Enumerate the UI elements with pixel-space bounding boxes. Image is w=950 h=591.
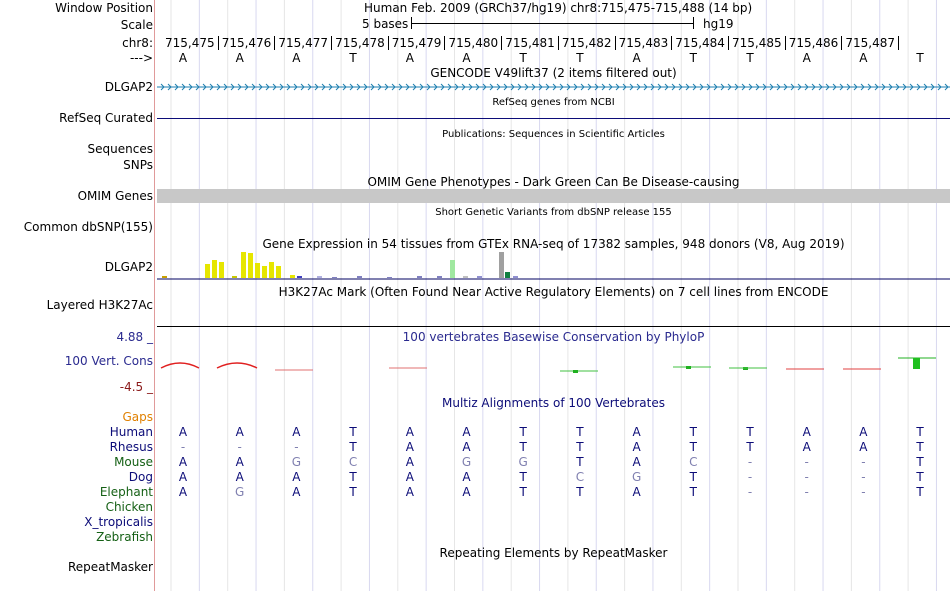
multiz-base: A	[802, 440, 811, 454]
ruler-position-label[interactable]: 715,479	[392, 36, 446, 50]
ruler-position-label[interactable]: 715,482	[562, 36, 616, 50]
multiz-base: C	[348, 455, 358, 469]
multiz-base: T	[916, 440, 924, 454]
base-ref: T	[349, 51, 357, 65]
multiz-base: A	[292, 425, 301, 439]
multiz-base: C	[689, 455, 698, 469]
multiz-base: T	[519, 425, 527, 439]
base-ref: T	[746, 51, 754, 65]
multiz-base: T	[689, 485, 697, 499]
multiz-base: T	[576, 440, 584, 454]
gtex-tissue-bar	[499, 252, 504, 278]
gtex-tissue-bar	[255, 263, 260, 278]
base-ref: A	[462, 51, 471, 65]
multiz-base: A	[235, 470, 244, 484]
ruler-position-label[interactable]: 715,478	[335, 36, 389, 50]
omim-gene-bar[interactable]	[157, 189, 950, 203]
refseq-track-title: RefSeq genes from NCBI	[492, 97, 615, 108]
omim-track-label[interactable]: OMIM Genes	[77, 189, 153, 203]
ruler-position-label[interactable]: 715,484	[675, 36, 729, 50]
gencode-track-label[interactable]: DLGAP2	[104, 80, 153, 94]
multiz-base: A	[405, 485, 414, 499]
multiz-base: T	[689, 425, 697, 439]
multiz-base: A	[462, 470, 471, 484]
multiz-base: T	[519, 485, 527, 499]
phylop-track-title: 100 vertebrates Basewise Conservation by PhyloP	[402, 330, 705, 344]
multiz-base: A	[405, 455, 414, 469]
multiz-base: T	[689, 440, 697, 454]
omim-track-title: OMIM Gene Phenotypes - Dark Green Can Be Disease-causing	[367, 175, 740, 189]
publications-label-snps[interactable]: SNPs	[123, 158, 153, 172]
dbsnp-track-title: Short Genetic Variants from dbSNP release 155	[435, 207, 672, 218]
ruler-position-label[interactable]: 715,485	[732, 36, 786, 50]
gtex-tissue-bar	[290, 275, 295, 278]
chrom-label: chr8:	[122, 36, 153, 50]
multiz-base: A	[802, 425, 811, 439]
multiz-species-label[interactable]: Rhesus	[109, 440, 153, 454]
label-column-divider	[154, 0, 155, 591]
ruler-position-label[interactable]: 715,476	[222, 36, 276, 50]
base-ref: A	[405, 51, 414, 65]
multiz-base: -	[747, 485, 753, 499]
gtex-tissue-bar	[232, 276, 237, 278]
dbsnp-track-label[interactable]: Common dbSNP(155)	[23, 220, 153, 234]
base-ref: T	[519, 51, 527, 65]
multiz-base: A	[632, 485, 641, 499]
gtex-tissue-bar	[276, 266, 281, 278]
multiz-base: A	[178, 485, 188, 499]
strand-label: --->	[129, 51, 153, 65]
gtex-tissue-bar	[262, 266, 267, 278]
window-position-label: Window Position	[55, 1, 153, 15]
multiz-track-title: Multiz Alignments of 100 Vertebrates	[441, 396, 666, 410]
ruler-position-label[interactable]: 715,481	[505, 36, 559, 50]
multiz-base: A	[405, 470, 414, 484]
multiz-base: T	[689, 470, 697, 484]
gtex-tissue-bar	[437, 276, 442, 278]
multiz-base: A	[178, 425, 188, 439]
gtex-tissue-bar	[357, 276, 362, 278]
phylop-conservation-graph[interactable]	[157, 352, 950, 376]
multiz-base: A	[859, 425, 868, 439]
scale-label: Scale	[120, 18, 153, 32]
multiz-base: T	[746, 425, 754, 439]
gtex-tissue-bar	[297, 276, 302, 278]
multiz-base: -	[861, 470, 866, 484]
multiz-base: T	[576, 425, 584, 439]
scale-assembly: hg19	[703, 17, 734, 31]
multiz-base: -	[747, 455, 753, 469]
refseq-track-label[interactable]: RefSeq Curated	[59, 111, 153, 125]
gtex-tissue-bar	[248, 253, 253, 278]
base-ref: A	[292, 51, 301, 65]
multiz-base: A	[859, 440, 868, 454]
multiz-base: A	[632, 440, 641, 454]
multiz-base: G	[461, 455, 472, 469]
multiz-base: T	[746, 440, 754, 454]
phylop-track-label[interactable]: 100 Vert. Cons	[64, 354, 153, 368]
scale-text: 5 bases	[362, 17, 409, 31]
ruler-position-label[interactable]: 715,477	[278, 36, 332, 50]
refseq-gene-feature[interactable]	[157, 118, 950, 119]
multiz-base: A	[632, 425, 641, 439]
h3k27ac-baseline	[157, 326, 950, 327]
base-ref: A	[802, 51, 811, 65]
ruler-position-label[interactable]: 715,475	[165, 36, 219, 50]
gtex-tissue-bar	[332, 277, 337, 278]
multiz-base: A	[405, 440, 414, 454]
base-ref: T	[689, 51, 697, 65]
base-ref: A	[178, 51, 188, 65]
multiz-gaps-label[interactable]: Gaps	[122, 410, 153, 424]
multiz-base: -	[180, 440, 186, 454]
multiz-base: T	[916, 485, 924, 499]
multiz-base: A	[235, 455, 244, 469]
multiz-base: -	[861, 455, 866, 469]
base-ref: A	[632, 51, 641, 65]
multiz-base: C	[575, 470, 585, 484]
multiz-species-label[interactable]: Chicken	[105, 500, 153, 514]
multiz-base: A	[235, 425, 244, 439]
multiz-base: T	[519, 440, 527, 454]
base-ref: T	[576, 51, 584, 65]
multiz-species-label[interactable]: Human	[109, 425, 153, 439]
multiz-base: A	[405, 425, 414, 439]
multiz-base: A	[632, 455, 641, 469]
base-ref: A	[235, 51, 244, 65]
multiz-base: T	[349, 485, 357, 499]
multiz-base: -	[804, 470, 809, 484]
multiz-base: -	[861, 485, 866, 499]
gtex-track-title: Gene Expression in 54 tissues from GTEx RNA-seq of 17382 samples, 948 donors (V8, Aug 2019)	[262, 237, 845, 251]
gtex-tissue-bar	[269, 262, 274, 278]
multiz-base: -	[237, 440, 242, 454]
multiz-base: G	[518, 455, 528, 469]
multiz-base: T	[349, 440, 357, 454]
gtex-track-label[interactable]: DLGAP2	[104, 260, 153, 274]
multiz-base: T	[576, 485, 584, 499]
ruler-position-label[interactable]: 715,480	[449, 36, 503, 50]
gtex-tissue-bar	[463, 276, 468, 278]
h3k27ac-track-title: H3K27Ac Mark (Often Found Near Active Regulatory Elements) on 7 cell lines from ENCODE	[278, 285, 829, 299]
multiz-base: -	[747, 470, 753, 484]
gtex-tissue-bar	[212, 260, 217, 278]
ruler-position-label[interactable]: 715,487	[845, 36, 899, 50]
gtex-tissue-bar	[219, 262, 224, 278]
gtex-expression-bars[interactable]	[157, 250, 950, 282]
multiz-base: T	[916, 455, 924, 469]
publications-track-title: Publications: Sequences in Scientific Articles	[442, 129, 665, 140]
gtex-tissue-bar	[513, 276, 518, 278]
phylop-max-value: 4.88 _	[116, 330, 153, 344]
gtex-tissue-bar	[387, 277, 392, 278]
multiz-species-label[interactable]: Mouse	[114, 455, 153, 469]
multiz-base: -	[804, 485, 809, 499]
base-ref: A	[859, 51, 868, 65]
multiz-species-label[interactable]: X_tropicalis	[84, 515, 153, 529]
gencode-track-title: GENCODE V49lift37 (2 items filtered out)	[430, 66, 677, 80]
multiz-base: A	[462, 440, 471, 454]
multiz-species-label[interactable]: Dog	[128, 470, 153, 484]
multiz-base: T	[916, 470, 924, 484]
repeatmasker-track-label[interactable]: RepeatMasker	[67, 560, 153, 574]
gtex-tissue-bar	[477, 276, 482, 278]
scale-bar	[411, 17, 694, 29]
ruler-position-label[interactable]: 715,486	[789, 36, 843, 50]
multiz-base: -	[804, 455, 809, 469]
phylop-min-value: -4.5 _	[119, 380, 153, 394]
base-ref: T	[916, 51, 924, 65]
multiz-species-label[interactable]: Zebrafish	[96, 530, 153, 544]
multiz-base: A	[178, 470, 188, 484]
multiz-base: T	[916, 425, 924, 439]
window-position-value[interactable]: Human Feb. 2009 (GRCh37/hg19) chr8:715,475-715,488 (14 bp)	[364, 1, 753, 15]
gtex-tissue-bar	[241, 252, 246, 278]
gtex-tissue-bar	[162, 276, 167, 278]
multiz-base: G	[631, 470, 642, 484]
multiz-base: G	[235, 485, 245, 499]
multiz-base: T	[349, 470, 357, 484]
multiz-base: A	[462, 485, 471, 499]
ruler-position-label[interactable]: 715,483	[619, 36, 673, 50]
h3k27ac-track-label[interactable]: Layered H3K27Ac	[46, 298, 153, 312]
multiz-species-label[interactable]: Elephant	[99, 485, 153, 499]
multiz-base: A	[178, 455, 188, 469]
multiz-base: A	[292, 485, 301, 499]
gtex-tissue-bar	[417, 276, 422, 278]
gtex-tissue-bar	[205, 264, 210, 278]
gencode-gene-feature[interactable]	[157, 82, 950, 92]
multiz-base: T	[519, 470, 527, 484]
repeatmasker-track-title: Repeating Elements by RepeatMasker	[439, 546, 668, 560]
gtex-tissue-bar	[505, 272, 510, 278]
gtex-tissue-bar	[450, 260, 455, 278]
multiz-base: A	[292, 470, 301, 484]
multiz-base: T	[576, 455, 584, 469]
multiz-base: T	[349, 425, 357, 439]
multiz-base: G	[291, 455, 302, 469]
multiz-base: A	[462, 425, 471, 439]
multiz-base: -	[294, 440, 299, 454]
gtex-tissue-bar	[317, 276, 322, 278]
publications-label-sequences[interactable]: Sequences	[87, 142, 153, 156]
